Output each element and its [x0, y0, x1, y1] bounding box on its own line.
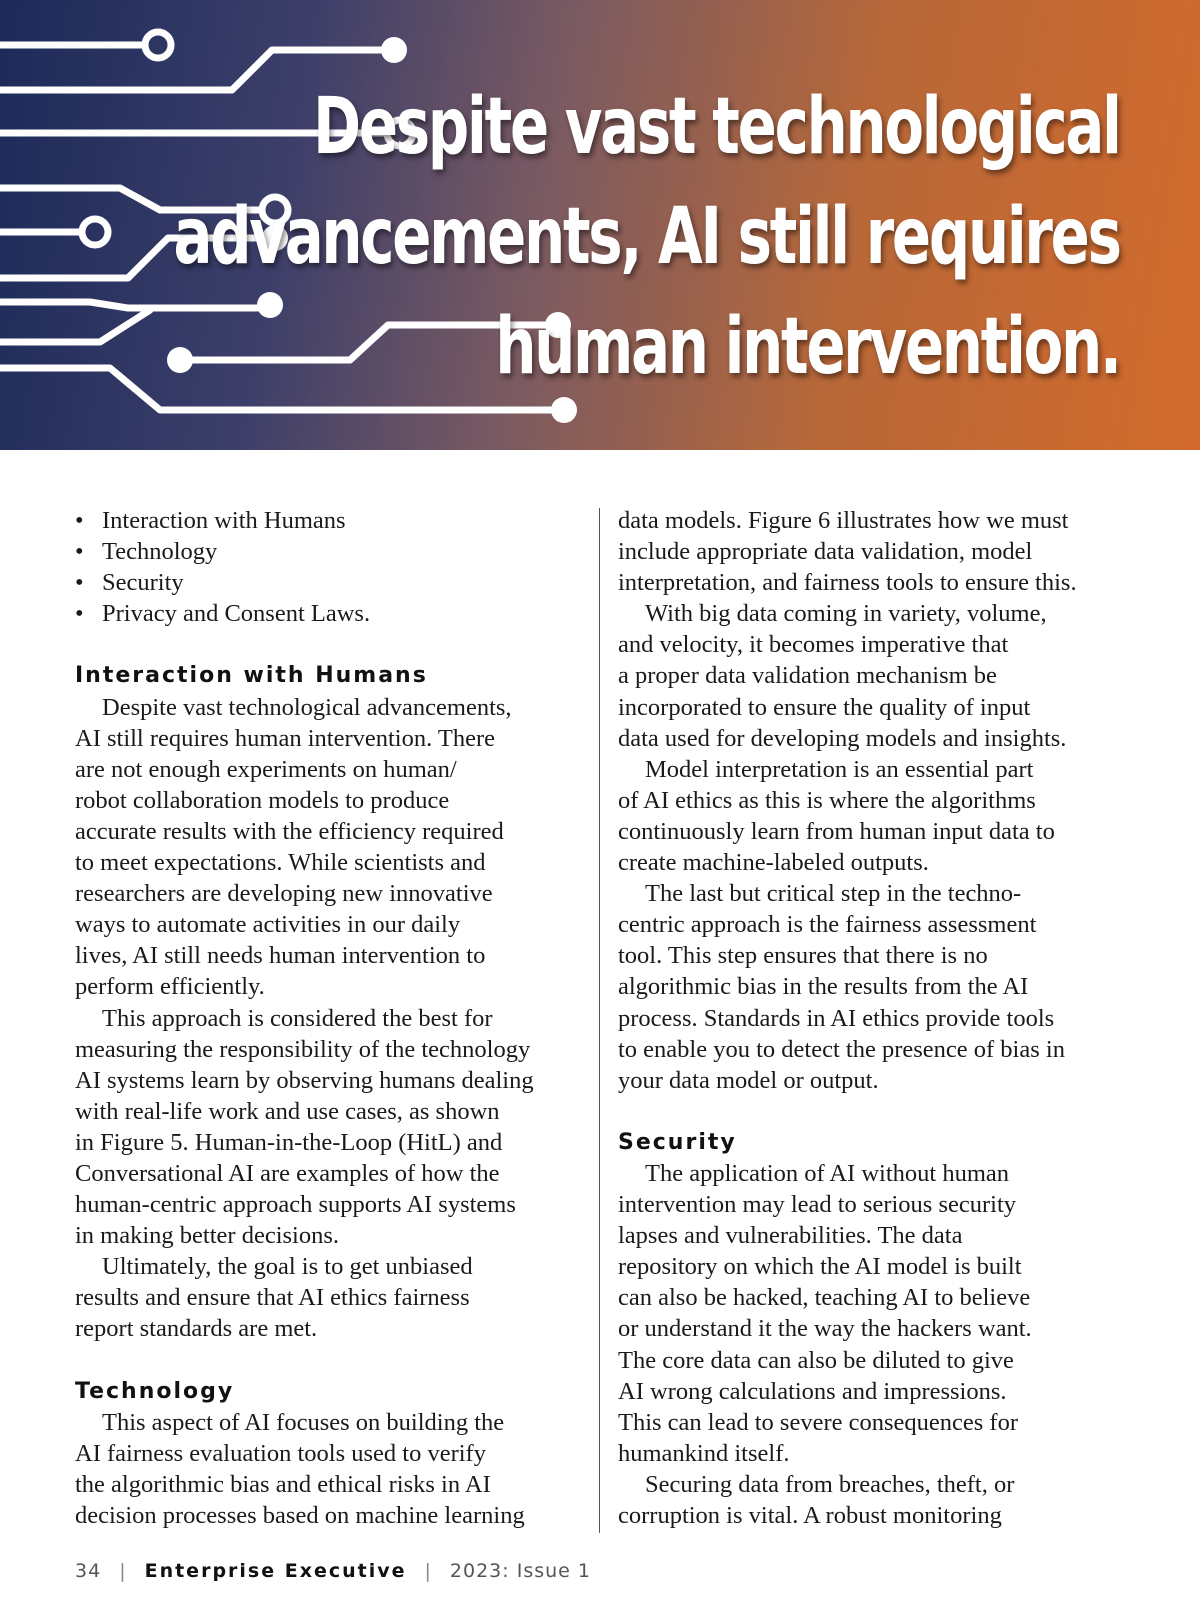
text-line: Model interpretation is an essential part [645, 755, 1034, 783]
text-line: accurate results with the efficiency required [75, 817, 504, 845]
paragraph [618, 1469, 1128, 1531]
text-line: Conversational AI are examples of how the [75, 1159, 500, 1187]
section-heading-technology: Technology [75, 1378, 235, 1404]
text-line: The application of AI without human [645, 1159, 1010, 1187]
text-line: Securing data from breaches, theft, or [645, 1470, 1015, 1498]
text-line: in Figure 5. Human-in-the-Loop (HitL) and [75, 1128, 503, 1156]
text-line: include appropriate data validation, model [618, 538, 1033, 566]
paragraph [618, 1158, 1128, 1469]
text-line: your data model or output. [618, 1066, 879, 1094]
text-line: to meet expectations. While scientists and [75, 849, 486, 877]
paragraph [618, 878, 1128, 1096]
text-line: AI fairness evaluation tools used to verify [75, 1439, 486, 1467]
text-line: robot collaboration models to produce [75, 786, 450, 814]
headline-line: Despite vast technological [313, 82, 1121, 172]
bullet-item: • Interaction with Humans [75, 505, 585, 536]
topic-bullet-list [75, 505, 585, 629]
text-line: The core data can also be diluted to give [618, 1346, 1014, 1374]
headline-line: advancements, AI still requires [173, 192, 1120, 282]
page-footer [75, 1560, 591, 1582]
text-line: report standards are met. [75, 1315, 318, 1343]
paragraph [618, 754, 1128, 878]
text-line: This approach is considered the best for [102, 1004, 493, 1032]
text-line: are not enough experiments on human/ [75, 755, 457, 783]
text-line: AI systems learn by observing humans dealing [75, 1066, 534, 1094]
text-line: the algorithmic bias and ethical risks in AI [75, 1470, 491, 1498]
text-line: AI still requires human intervention. There [75, 724, 496, 752]
text-line: Ultimately, the goal is to get unbiased [102, 1253, 473, 1281]
text-line: to enable you to detect the presence of bias in [618, 1035, 1065, 1063]
text-line: tool. This step ensures that there is no [618, 942, 988, 970]
text-line: with real-life work and use cases, as shown [75, 1097, 500, 1125]
paragraph [75, 1003, 585, 1252]
text-line: perform efficiently. [75, 973, 265, 1001]
text-line: process. Standards in AI ethics provide tools [618, 1004, 1055, 1032]
text-line: and velocity, it becomes imperative that [618, 631, 1009, 659]
text-line: ways to automate activities in our daily [75, 911, 461, 939]
text-line: data used for developing models and insights. [618, 724, 1067, 752]
bullet-item: • Privacy and Consent Laws. [75, 598, 585, 629]
paragraph [618, 505, 1128, 598]
text-line: create machine-labeled outputs. [618, 849, 929, 877]
text-line: With big data coming in variety, volume, [645, 600, 1047, 628]
issue-label: 2023: Issue 1 [449, 1560, 591, 1582]
text-line: intervention may lead to serious security [618, 1191, 1017, 1219]
text-line: continuously learn from human input data to [618, 817, 1055, 845]
text-line: or understand it the way the hackers want. [618, 1315, 1032, 1343]
header-banner [0, 0, 1200, 450]
paragraph [75, 1251, 585, 1344]
section-heading-security: Security [618, 1129, 737, 1155]
text-line: Despite vast technological advancements, [102, 693, 512, 721]
text-line: humankind itself. [618, 1439, 790, 1467]
bullet-item: • Technology [75, 536, 585, 567]
text-line: data models. Figure 6 illustrates how we must [618, 507, 1069, 534]
section-heading-interaction: Interaction with Humans [75, 663, 428, 689]
publication-name: Enterprise Executive [144, 1560, 407, 1582]
text-line: researchers are developing new innovative [75, 880, 493, 908]
text-line: The last but critical step in the techno- [645, 880, 1022, 908]
text-line: in making better decisions. [75, 1222, 339, 1250]
text-line: repository on which the AI model is built [618, 1253, 1022, 1281]
text-line: a proper data validation mechanism be [618, 662, 997, 690]
footer-separator: | [119, 1560, 127, 1582]
text-line: This aspect of AI focuses on building the [102, 1408, 505, 1436]
text-line: results and ensure that AI ethics fairness [75, 1284, 470, 1312]
text-line: AI wrong calculations and impressions. [618, 1377, 1007, 1405]
page-number: 34 [75, 1560, 102, 1582]
text-line: lapses and vulnerabilities. The data [618, 1222, 963, 1250]
footer-separator: | [424, 1560, 432, 1582]
paragraph [75, 692, 585, 1003]
text-line: incorporated to ensure the quality of input [618, 693, 1031, 721]
text-line: algorithmic bias in the results from the AI [618, 973, 1029, 1001]
text-line: corruption is vital. A robust monitoring [618, 1502, 1002, 1529]
paragraph [75, 1407, 585, 1531]
text-line: interpretation, and fairness tools to ensure this. [618, 569, 1077, 597]
headline-line: human intervention. [495, 302, 1120, 392]
text-line: measuring the responsibility of the technology [75, 1035, 531, 1063]
text-line: human-centric approach supports AI systems [75, 1191, 516, 1219]
right-column [618, 505, 1128, 1531]
text-line: centric approach is the fairness assessment [618, 911, 1037, 939]
text-line: This can lead to severe consequences for [618, 1408, 1018, 1436]
text-line: decision processes based on machine learning [75, 1502, 525, 1529]
left-column [75, 505, 585, 1531]
paragraph [618, 598, 1128, 753]
text-line: of AI ethics as this is where the algorithms [618, 786, 1036, 814]
text-line: lives, AI still needs human intervention to [75, 942, 486, 970]
bullet-item: • Security [75, 567, 585, 598]
page-headline [174, 72, 1120, 402]
text-line: can also be hacked, teaching AI to believe [618, 1284, 1031, 1312]
